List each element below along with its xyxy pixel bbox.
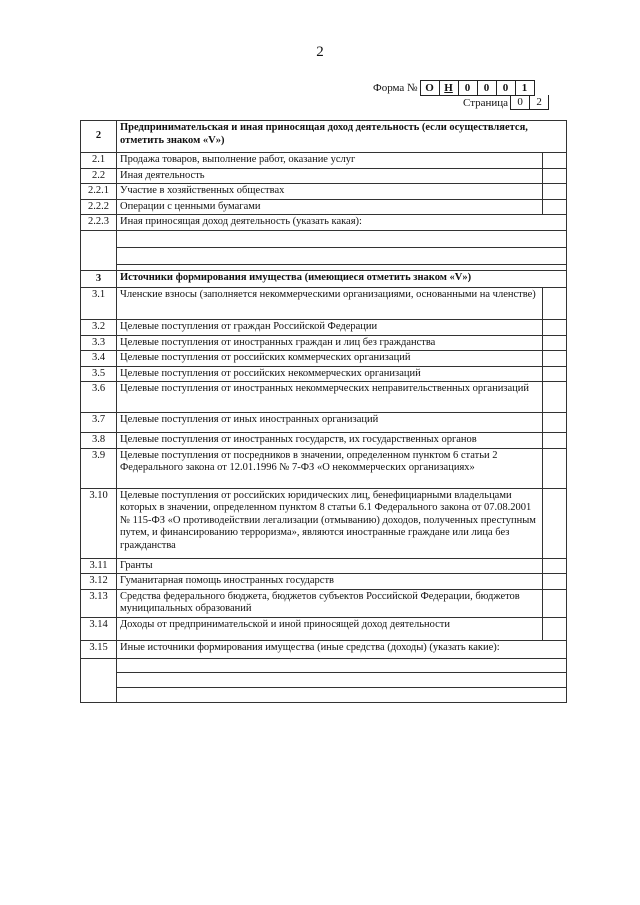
checkbox-cell[interactable] [543, 320, 567, 336]
checkbox-cell[interactable] [543, 617, 567, 640]
row-number: 3.3 [81, 335, 117, 351]
form-code-cell: Н [440, 80, 459, 96]
checkbox-cell[interactable] [543, 351, 567, 367]
checkbox-cell[interactable] [543, 288, 567, 320]
row-number: 3.9 [81, 448, 117, 488]
form-code-cell: О [420, 80, 440, 96]
checkbox-cell[interactable] [543, 488, 567, 558]
checkbox-cell[interactable] [543, 153, 567, 169]
blank-line [81, 248, 567, 265]
form-code-cell: 1 [516, 80, 535, 96]
row-number: 3.1 [81, 288, 117, 320]
row-number: 3.5 [81, 366, 117, 382]
table-row [81, 351, 567, 367]
form-code-cell: 0 [478, 80, 497, 96]
page-cell: 0 [510, 95, 530, 110]
row-number: 3.6 [81, 382, 117, 413]
table-row [81, 335, 567, 351]
row-number: 2.2.2 [81, 199, 117, 215]
table-row [81, 320, 567, 336]
table-row [81, 640, 567, 658]
row-text: Членские взносы (заполняется некоммерческими организациями, основанными на членстве) [117, 288, 543, 320]
fill-in-line[interactable] [117, 231, 567, 248]
checkbox-cell[interactable] [543, 448, 567, 488]
row-number: 3.8 [81, 433, 117, 449]
table-row [81, 366, 567, 382]
table-row [81, 558, 567, 574]
row-text: Участие в хозяйственных обществах [117, 184, 543, 200]
page-indicator [463, 95, 549, 110]
row-text: Гранты [117, 558, 543, 574]
row-text: Иная приносящая доход деятельность (указать какая): [117, 215, 567, 231]
blank-line [81, 672, 567, 687]
row-number: 2.2.3 [81, 215, 117, 231]
table-row [81, 199, 567, 215]
row-text: Целевые поступления от российских коммерческих организаций [117, 351, 543, 367]
section-number: 3 [81, 271, 117, 288]
section-title: Предпринимательская и иная приносящая доход деятельность (если осуществляется, отметить знаком «V») [117, 121, 567, 153]
row-number: 3.10 [81, 488, 117, 558]
table-row [81, 413, 567, 433]
table-row [81, 288, 567, 320]
row-number: 3.13 [81, 589, 117, 617]
section-header [81, 271, 567, 288]
row-text: Целевые поступления от иных иностранных организаций [117, 413, 543, 433]
table-row [81, 153, 567, 169]
page-number: 2 [316, 44, 324, 60]
section-number: 2 [81, 121, 117, 153]
fill-in-line[interactable] [117, 687, 567, 702]
section-title: Источники формирования имущества (имеющиеся отметить знаком «V») [117, 271, 567, 288]
row-number: 3.2 [81, 320, 117, 336]
form-code-cell: 0 [459, 80, 478, 96]
form-table [80, 120, 567, 703]
checkbox-cell[interactable] [543, 558, 567, 574]
row-text: Операции с ценными бумагами [117, 199, 543, 215]
section-header [81, 121, 567, 153]
checkbox-cell[interactable] [543, 589, 567, 617]
row-text: Целевые поступления от иностранных граждан и лиц без гражданства [117, 335, 543, 351]
table-row [81, 433, 567, 449]
row-number: 2.1 [81, 153, 117, 169]
fill-in-line[interactable] [117, 248, 567, 265]
checkbox-cell[interactable] [543, 382, 567, 413]
checkbox-cell[interactable] [543, 366, 567, 382]
page-label: Страница [463, 96, 509, 109]
table-row [81, 589, 567, 617]
form-code-cell: 0 [497, 80, 516, 96]
fill-in-line[interactable] [117, 658, 567, 672]
form-label: Форма № [373, 82, 418, 94]
checkbox-cell[interactable] [543, 184, 567, 200]
row-text: Целевые поступления от посредников в значении, определенном пунктом 6 статьи 2 Федерального закона от 12.01.1996 № 7-ФЗ «О некоммерческих организациях» [117, 448, 543, 488]
checkbox-cell[interactable] [543, 574, 567, 590]
table-row [81, 215, 567, 231]
row-text: Целевые поступления от российских некоммерческих организаций [117, 366, 543, 382]
checkbox-cell[interactable] [543, 199, 567, 215]
row-number: 3.15 [81, 640, 117, 658]
fill-in-line[interactable] [117, 672, 567, 687]
blank-line [81, 687, 567, 702]
row-text: Целевые поступления от иностранных государств, их государственных органов [117, 433, 543, 449]
page-cell: 2 [530, 95, 549, 110]
row-text: Иные источники формирования имущества (иные средства (доходы) (указать какие): [117, 640, 567, 658]
row-number: 3.11 [81, 558, 117, 574]
checkbox-cell[interactable] [543, 413, 567, 433]
checkbox-cell[interactable] [543, 335, 567, 351]
row-number: 3.12 [81, 574, 117, 590]
row-number: 3.7 [81, 413, 117, 433]
checkbox-cell[interactable] [543, 433, 567, 449]
blank-line [81, 658, 567, 672]
form-number [373, 80, 535, 96]
row-text: Целевые поступления от иностранных некоммерческих неправительственных организаций [117, 382, 543, 413]
empty-cell [81, 658, 117, 702]
table-row [81, 382, 567, 413]
row-number: 2.2 [81, 168, 117, 184]
row-number: 3.14 [81, 617, 117, 640]
row-text: Доходы от предпринимательской и иной приносящей доход деятельности [117, 617, 543, 640]
row-number: 2.2.1 [81, 184, 117, 200]
table-row [81, 574, 567, 590]
row-text: Средства федерального бюджета, бюджетов субъектов Российской Федерации, бюджетов муниципальных образований [117, 589, 543, 617]
table-row [81, 448, 567, 488]
table-row [81, 184, 567, 200]
table-row [81, 488, 567, 558]
row-text: Продажа товаров, выполнение работ, оказание услуг [117, 153, 543, 169]
row-text: Целевые поступления от граждан Российской Федерации [117, 320, 543, 336]
checkbox-cell[interactable] [543, 168, 567, 184]
row-text: Иная деятельность [117, 168, 543, 184]
empty-cell [81, 231, 117, 271]
blank-line [81, 231, 567, 248]
row-text: Целевые поступления от российских юридических лиц, бенефициарными владельцами которых в значении, определенном пунктом 8 статьи 6.1 Федерального закона от 07.08.2001 № 115-ФЗ «О противодействии легализации (отмыванию) доходов, полученных преступным путем, и финансированию терроризма», являются иностранные граждане или лица без гражданства [117, 488, 543, 558]
table-row [81, 617, 567, 640]
row-text: Гуманитарная помощь иностранных государств [117, 574, 543, 590]
row-number: 3.4 [81, 351, 117, 367]
table-row [81, 168, 567, 184]
